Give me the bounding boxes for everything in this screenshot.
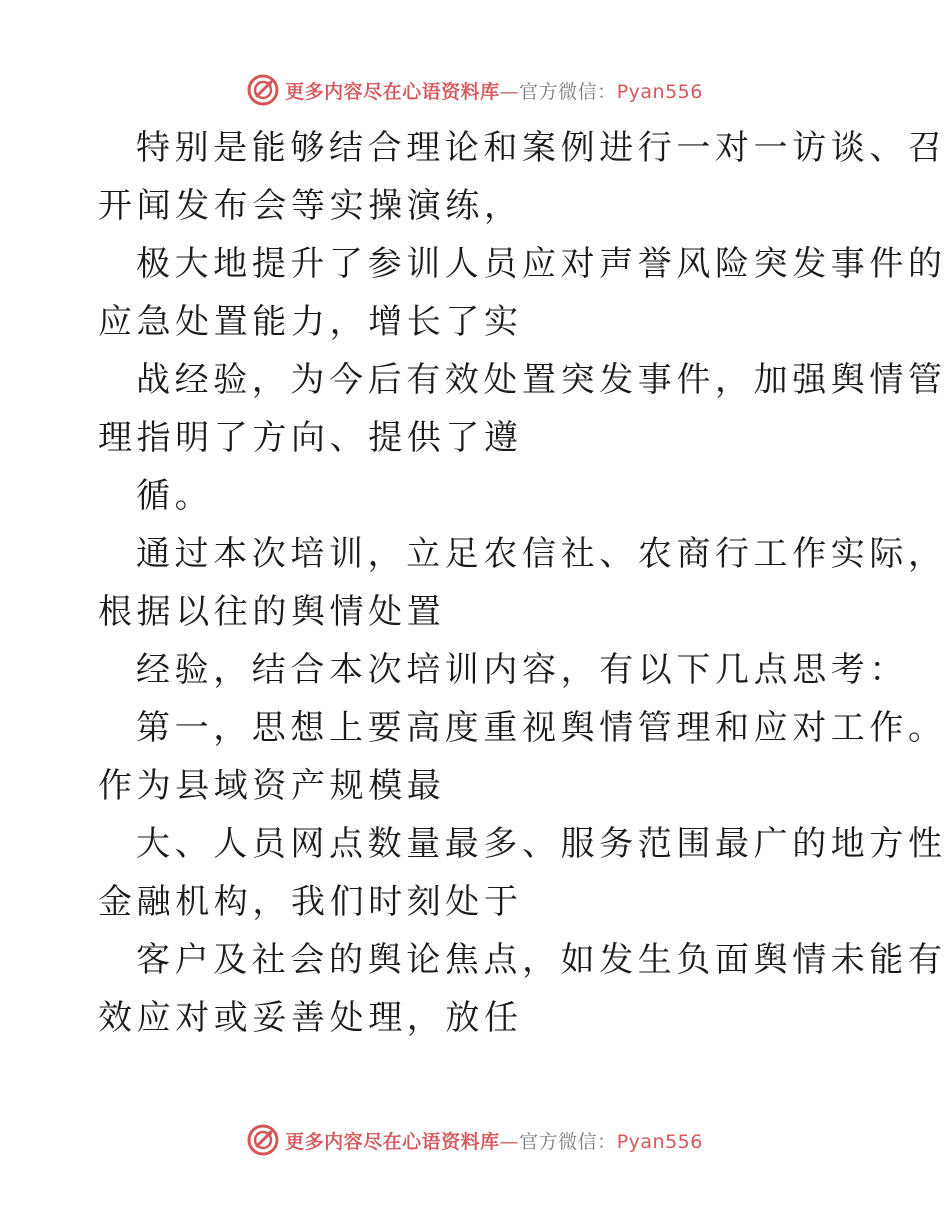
watermark-id: Pyan556 — [616, 80, 703, 103]
body-line: 战经验，为今后有效处置突发事件，加强舆情管 — [136, 360, 947, 400]
seal-logo-icon — [247, 1124, 279, 1156]
body-line: 循。 — [136, 476, 214, 516]
body-line: 特别是能够结合理论和案例进行一对一访谈、召 — [136, 128, 947, 168]
body-line: 大、人员网点数量最多、服务范围最广的地方性 — [136, 824, 947, 864]
body-line: 开闻发布会等实操演练， — [98, 186, 523, 226]
body-line: 作为县域资产规模最 — [98, 766, 446, 806]
body-line: 金融机构，我们时刻处于 — [98, 882, 523, 922]
watermark-separator: — — [499, 80, 520, 103]
watermark-label: 官方微信： — [519, 1130, 617, 1153]
watermark-text — [285, 77, 703, 104]
watermark-label: 官方微信： — [519, 80, 617, 103]
watermark-brand: 更多内容尽在心语资料库 — [285, 1130, 500, 1153]
watermark-brand: 更多内容尽在心语资料库 — [285, 80, 500, 103]
watermark-text — [285, 1127, 703, 1154]
body-line: 根据以往的舆情处置 — [98, 592, 446, 632]
watermark-id: Pyan556 — [616, 1130, 703, 1153]
body-line: 极大地提升了参训人员应对声誉风险突发事件的 — [136, 244, 947, 284]
body-line: 应急处置能力，增长了实 — [98, 302, 523, 342]
body-line: 经验，结合本次培训内容，有以下几点思考： — [136, 650, 908, 690]
body-line: 理指明了方向、提供了遵 — [98, 418, 523, 458]
body-line: 通过本次培训，立足农信社、农商行工作实际， — [136, 534, 947, 574]
body-line: 客户及社会的舆论焦点，如发生负面舆情未能有 — [136, 940, 947, 980]
seal-logo-icon — [247, 74, 279, 106]
body-line: 效应对或妥善处理，放任 — [98, 998, 523, 1038]
watermark-separator: — — [499, 1130, 520, 1153]
footer-watermark — [0, 1120, 950, 1160]
header-watermark — [0, 70, 950, 110]
body-line: 第一，思想上要高度重视舆情管理和应对工作。 — [136, 708, 947, 748]
